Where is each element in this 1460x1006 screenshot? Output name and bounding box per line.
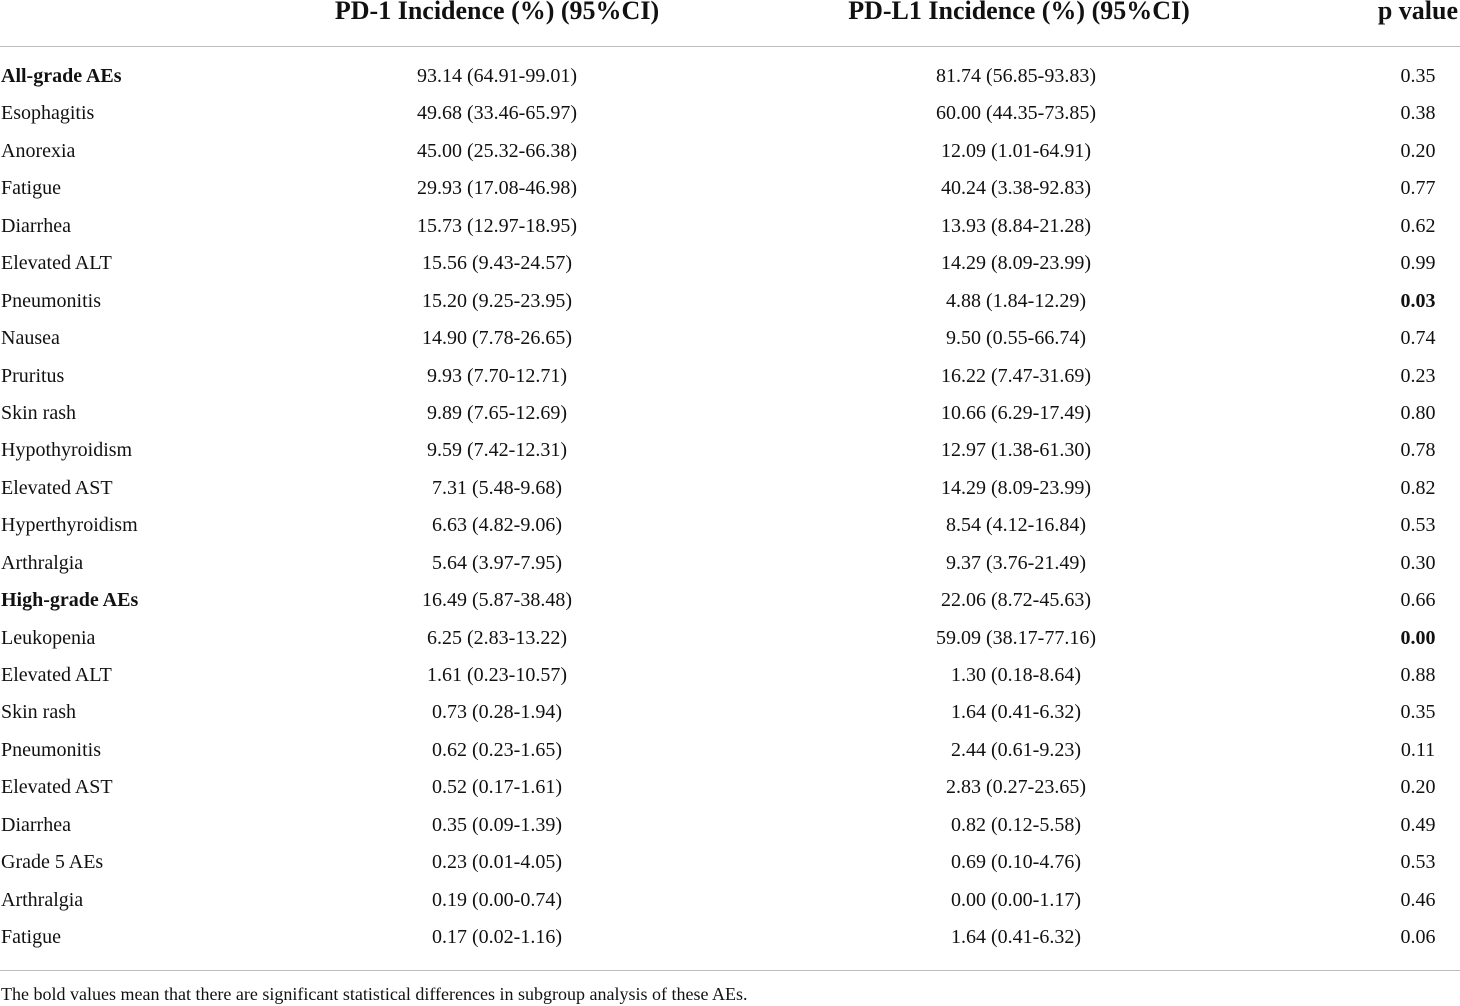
table-row [0,245,1460,282]
cell-pd1-incidence: 6.25 (2.83-13.22) [427,626,567,649]
table-row [0,283,1460,320]
table-row [0,507,1460,544]
header-pd1: PD-1 Incidence (%) (95%CI) [334,0,660,25]
cell-pdl1-incidence: 4.88 (1.84-12.29) [946,289,1086,312]
cell-adverse-event: Anorexia [1,139,76,162]
table-row [0,732,1460,769]
cell-pdl1-incidence: 1.64 (0.41-6.32) [951,926,1081,949]
cell-p-value: 0.53 [1400,514,1436,537]
cell-p-value: 0.03 [1400,289,1436,312]
header-p-value: p value [1377,0,1458,25]
cell-pd1-incidence: 15.20 (9.25-23.95) [422,289,572,312]
cell-adverse-event: Arthralgia [1,888,84,911]
cell-pdl1-incidence: 0.69 (0.10-4.76) [951,851,1081,874]
cell-adverse-event: Pneumonitis [1,289,102,312]
table-row [0,395,1460,432]
cell-pdl1-incidence: 12.09 (1.01-64.91) [941,139,1091,162]
table-row [0,358,1460,395]
table-row [0,208,1460,245]
cell-pd1-incidence: 1.61 (0.23-10.57) [427,664,567,686]
cell-p-value: 0.23 [1400,364,1436,387]
cell-p-value: 0.99 [1400,252,1436,275]
table-row [0,58,1460,95]
cell-adverse-event: Elevated ALT [1,252,112,275]
cell-adverse-event: Fatigue [1,177,61,200]
cell-pdl1-incidence: 12.97 (1.38-61.30) [941,439,1091,462]
cell-pdl1-incidence: 0.00 (0.00-1.17) [951,888,1081,911]
cell-pd1-incidence: 16.49 (5.87-38.48) [422,589,572,612]
cell-adverse-event: Pruritus [1,364,65,387]
cell-p-value: 0.06 [1400,926,1436,949]
table-bottom-rule [0,970,1460,971]
cell-pdl1-incidence: 81.74 (56.85-93.83) [936,65,1096,87]
cell-adverse-event: All-grade AEs [1,65,122,87]
cell-pd1-incidence: 0.19 (0.00-0.74) [432,888,562,911]
cell-pd1-incidence: 15.73 (12.97-18.95) [417,214,577,237]
cell-pdl1-incidence: 8.54 (4.12-16.84) [946,514,1086,537]
cell-adverse-event: Grade 5 AEs [1,851,104,874]
cell-adverse-event: Elevated AST [1,476,113,499]
table-row [0,769,1460,806]
cell-pd1-incidence: 0.23 (0.01-4.05) [432,851,562,874]
cell-p-value: 0.11 [1400,738,1436,761]
cell-pd1-incidence: 0.17 (0.02-1.16) [432,926,562,949]
cell-p-value: 0.46 [1400,888,1436,911]
table-header-row [0,0,1460,47]
cell-adverse-event: Arthralgia [1,551,84,574]
cell-pd1-incidence: 0.62 (0.23-1.65) [432,738,562,761]
table-row [0,882,1460,919]
cell-pdl1-incidence: 14.29 (8.09-23.99) [941,252,1091,275]
table-row [0,470,1460,507]
cell-adverse-event: Pneumonitis [1,738,102,761]
table-row [0,133,1460,170]
cell-pdl1-incidence: 22.06 (8.72-45.63) [941,589,1091,612]
cell-pd1-incidence: 5.64 (3.97-7.95) [432,551,562,574]
table-row [0,320,1460,357]
cell-pdl1-incidence: 1.30 (0.18-8.64) [951,664,1081,686]
cell-adverse-event: Elevated AST [1,776,113,799]
cell-p-value: 0.35 [1400,65,1436,87]
table-row [0,432,1460,469]
cell-adverse-event: Skin rash [1,401,76,424]
cell-p-value: 0.20 [1400,139,1436,162]
header-pdl1: PD-L1 Incidence (%) (95%CI) [848,0,1190,25]
table-row [0,95,1460,132]
cell-adverse-event: Hypothyroidism [1,439,133,462]
table-row [0,620,1460,657]
cell-pdl1-incidence: 10.66 (6.29-17.49) [941,401,1091,424]
cell-pdl1-incidence: 9.50 (0.55-66.74) [946,327,1086,350]
cell-adverse-event: Skin rash [1,701,76,724]
cell-adverse-event: Nausea [1,327,60,350]
cell-pd1-incidence: 7.31 (5.48-9.68) [432,476,562,499]
cell-adverse-event: Leukopenia [1,626,96,649]
cell-adverse-event: High-grade AEs [1,589,139,612]
cell-p-value: 0.00 [1400,626,1436,649]
cell-p-value: 0.78 [1400,439,1436,462]
cell-pdl1-incidence: 2.44 (0.61-9.23) [951,738,1081,761]
cell-adverse-event: Fatigue [1,926,61,949]
cell-pd1-incidence: 49.68 (33.46-65.97) [417,102,577,125]
cell-adverse-event: Diarrhea [1,214,71,237]
cell-pd1-incidence: 29.93 (17.08-46.98) [417,177,577,200]
cell-pdl1-incidence: 1.64 (0.41-6.32) [951,701,1081,724]
cell-pdl1-incidence: 40.24 (3.38-92.83) [941,177,1091,200]
cell-p-value: 0.82 [1400,476,1436,499]
cell-p-value: 0.53 [1400,851,1436,874]
table-row [0,657,1460,694]
cell-p-value: 0.30 [1400,551,1436,574]
table-row [0,919,1460,956]
cell-pd1-incidence: 0.52 (0.17-1.61) [432,776,562,799]
table-row [0,170,1460,207]
cell-p-value: 0.49 [1400,813,1436,836]
table-row [0,807,1460,844]
cell-pd1-incidence: 9.59 (7.42-12.31) [427,439,567,462]
cell-pdl1-incidence: 13.93 (8.84-21.28) [941,214,1091,237]
cell-pdl1-incidence: 60.00 (44.35-73.85) [936,102,1096,125]
cell-p-value: 0.20 [1400,776,1436,799]
cell-adverse-event: Esophagitis [1,102,95,125]
cell-pd1-incidence: 6.63 (4.82-9.06) [432,514,562,537]
cell-pdl1-incidence: 14.29 (8.09-23.99) [941,476,1091,499]
cell-pdl1-incidence: 59.09 (38.17-77.16) [936,626,1096,649]
cell-pd1-incidence: 14.90 (7.78-26.65) [422,327,572,350]
cell-adverse-event: Hyperthyroidism [1,514,138,537]
cell-p-value: 0.35 [1400,701,1436,724]
cell-pd1-incidence: 9.93 (7.70-12.71) [427,364,567,387]
cell-pdl1-incidence: 16.22 (7.47-31.69) [941,364,1091,387]
cell-adverse-event: Diarrhea [1,813,71,836]
cell-pdl1-incidence: 2.83 (0.27-23.65) [946,776,1086,799]
table-row [0,545,1460,582]
cell-p-value: 0.62 [1400,214,1436,237]
cell-pd1-incidence: 15.56 (9.43-24.57) [422,252,572,275]
cell-p-value: 0.80 [1400,401,1436,424]
cell-p-value: 0.66 [1400,589,1436,612]
table-row [0,582,1460,619]
table-row [0,694,1460,731]
table-body [0,58,1460,957]
cell-p-value: 0.74 [1400,327,1436,350]
cell-pdl1-incidence: 9.37 (3.76-21.49) [946,551,1086,574]
cell-p-value: 0.88 [1400,664,1436,686]
cell-pd1-incidence: 0.35 (0.09-1.39) [432,813,562,836]
table-row [0,844,1460,881]
cell-p-value: 0.77 [1400,177,1436,200]
cell-pdl1-incidence: 0.82 (0.12-5.58) [951,813,1081,836]
table-footnote: The bold values mean that there are significant statistical differences in subgroup analysis of these AEs. [1,984,748,1004]
cell-pd1-incidence: 93.14 (64.91-99.01) [417,65,577,87]
cell-adverse-event: Elevated ALT [1,664,112,686]
cell-p-value: 0.38 [1400,102,1436,125]
cell-pd1-incidence: 0.73 (0.28-1.94) [432,701,562,724]
cell-pd1-incidence: 9.89 (7.65-12.69) [427,401,567,424]
cell-pd1-incidence: 45.00 (25.32-66.38) [417,139,577,162]
